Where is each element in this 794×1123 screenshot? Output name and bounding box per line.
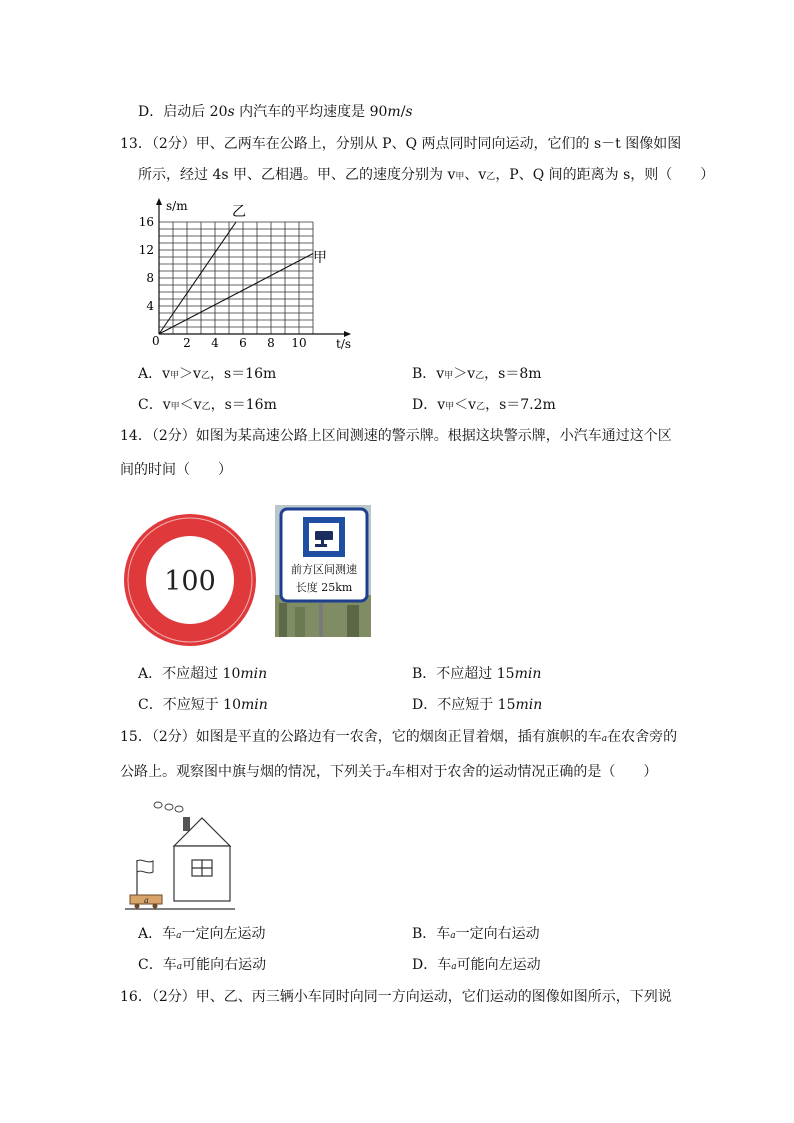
q13-line2-a: 所示，经过 4s 甲、乙相遇。甲、乙的速度分别为 v xyxy=(138,167,456,183)
opt-op: ＞v xyxy=(179,366,201,382)
y-axis-arrow xyxy=(156,198,162,205)
opt-op: ＜v xyxy=(454,397,477,413)
opt-sub-b: 乙 xyxy=(475,371,485,381)
sign-speed-value: 100 xyxy=(164,566,216,597)
opt-car: a xyxy=(450,931,456,941)
q12-d-m: m xyxy=(387,104,401,120)
opt-unit: min xyxy=(514,666,542,682)
q14-option-b xyxy=(412,663,541,685)
opt-car: a xyxy=(451,962,457,972)
opt-pre: B．车 xyxy=(412,926,451,942)
q13-line2-b: 、v xyxy=(464,167,487,183)
series-line-jia xyxy=(159,254,313,335)
opt-rest: ，s＝8m xyxy=(484,366,542,382)
opt-sub-a: 甲 xyxy=(170,402,180,412)
q15-stem-line2 xyxy=(120,761,657,785)
window-icon xyxy=(192,860,212,876)
opt-rest: ，s＝16m xyxy=(209,366,277,382)
q13-option-b xyxy=(412,363,542,387)
y-tick-label: 12 xyxy=(138,243,154,257)
interval-camera-sign-photo xyxy=(275,505,371,637)
opt-unit: min xyxy=(515,697,543,713)
q12-d-s: s xyxy=(227,104,235,120)
q15-line2-a: 公路上。观察图中旗与烟的情况，下列关于 xyxy=(120,764,386,780)
opt-post: 一定向左运动 xyxy=(181,926,266,942)
q12-d-s2: s xyxy=(405,104,413,120)
q14-stem-line1: 14．（2分）如图为某高速公路上区间测速的警示牌。根据这块警示牌，小汽车通过这个区 xyxy=(120,428,672,444)
q16-stem-line1: 16．（2分）甲、乙、丙三辆小车同时向同一方向运动，它们运动的图像如图所示，下列说 xyxy=(120,989,672,1005)
opt-unit: min xyxy=(240,666,268,682)
opt-text: A．不应超过 10 xyxy=(138,666,241,682)
opt-letter: A．v xyxy=(138,366,171,382)
q15-option-d xyxy=(412,954,541,978)
q13-stem-line2 xyxy=(138,164,714,188)
q15-option-c xyxy=(138,954,266,978)
opt-post: 可能向左运动 xyxy=(456,957,541,973)
opt-sub-a: 甲 xyxy=(444,371,454,381)
q15-stem-line1 xyxy=(120,726,677,750)
graph-ticks xyxy=(139,215,307,350)
opt-sub-b: 乙 xyxy=(476,402,486,412)
q15-line1-a: 15．（2分）如图是平直的公路边有一农舍，它的烟囱正冒着烟，插有旗帜的车 xyxy=(120,729,602,745)
line-jia-label: 甲 xyxy=(313,250,327,266)
speed-limit-sign xyxy=(122,512,258,648)
x-tick-label: 2 xyxy=(183,336,191,350)
cart-wheel-left xyxy=(135,904,140,909)
graph-axes xyxy=(156,198,351,337)
x-axis-label: t/s xyxy=(336,337,352,351)
camera-sign-text-2: 长度 25km xyxy=(295,581,353,594)
q12-d-slash: / xyxy=(400,104,406,120)
q15-line2-b: 车相对于农舍的运动情况正确的是（ ） xyxy=(391,764,658,780)
q13-st-graph xyxy=(130,195,360,355)
opt-sub-a: 甲 xyxy=(445,402,455,412)
opt-sub-b: 乙 xyxy=(200,371,210,381)
opt-car: a xyxy=(176,931,182,941)
graph-grid xyxy=(159,222,313,334)
x-tick-label: 4 xyxy=(211,336,219,350)
q13-option-c xyxy=(138,394,277,418)
x-tick-label: 6 xyxy=(239,336,247,350)
opt-letter: C．v xyxy=(138,397,171,413)
q13-sub-jia: 甲 xyxy=(455,172,465,182)
opt-letter: D．v xyxy=(412,397,446,413)
opt-text: D．不应短于 15 xyxy=(412,697,516,713)
q13-option-d xyxy=(412,394,556,418)
chimney xyxy=(183,817,190,831)
opt-pre: A．车 xyxy=(138,926,177,942)
x-tick-label: 10 xyxy=(291,336,307,350)
cart-label: a xyxy=(144,896,149,905)
opt-pre: D．车 xyxy=(412,957,452,973)
opt-car: a xyxy=(176,962,183,972)
house-and-cart-figure xyxy=(120,798,240,913)
q14-option-a xyxy=(138,663,267,685)
cart-wheel-right xyxy=(153,904,158,909)
q12-option-d xyxy=(138,101,413,123)
opt-sub-b: 乙 xyxy=(201,402,211,412)
q14-option-c xyxy=(138,694,268,716)
camera-sign-text-1: 前方区间测速 xyxy=(291,563,357,576)
opt-sub-a: 甲 xyxy=(170,371,180,381)
q12-d-mid: 内汽车的平均速度是 90 xyxy=(234,104,388,120)
opt-op: ＜v xyxy=(179,397,202,413)
q15-option-b xyxy=(412,923,540,947)
q15-line2-car: a xyxy=(386,769,392,779)
q12-d-prefix: D．启动后 20 xyxy=(138,104,228,120)
opt-text: C．不应短于 10 xyxy=(138,697,241,713)
opt-post: 可能向右运动 xyxy=(182,957,267,973)
q15-option-a xyxy=(138,923,266,947)
flag-icon xyxy=(137,860,153,873)
opt-rest: ，s＝7.2m xyxy=(485,397,556,413)
y-tick-label: 4 xyxy=(146,299,154,313)
opt-text: B．不应超过 15 xyxy=(412,666,515,682)
opt-rest: ，s＝16m xyxy=(210,397,277,413)
opt-post: 一定向右运动 xyxy=(455,926,540,942)
opt-pre: C．车 xyxy=(138,957,177,973)
y-tick-label: 16 xyxy=(138,215,154,229)
q15-line1-car: a xyxy=(601,734,608,744)
q13-option-a xyxy=(138,363,276,387)
opt-letter: B．v xyxy=(412,366,445,382)
q13-stem-line1: 13．（2分）甲、乙两车在公路上，分别从 P、Q 两点同时同向运动，它们的 s－t 图像如图 xyxy=(120,136,682,152)
q13-sub-yi: 乙 xyxy=(486,172,496,182)
y-tick-label: 8 xyxy=(146,271,154,285)
q15-line1-b: 在农舍旁的 xyxy=(607,729,678,745)
house-roof xyxy=(174,818,230,846)
opt-op: ＞v xyxy=(453,366,476,382)
q14-stem-line2: 间的时间（ ） xyxy=(120,462,232,478)
origin-label: 0 xyxy=(152,334,160,348)
q14-option-d xyxy=(412,694,542,716)
q13-line2-c: ，P、Q 间的距离为 s，则（ ） xyxy=(495,167,715,183)
x-tick-label: 8 xyxy=(267,336,275,350)
opt-unit: min xyxy=(240,697,268,713)
y-axis-label: s/m xyxy=(166,199,188,213)
smoke-icon xyxy=(154,802,183,812)
line-yi-label: 乙 xyxy=(232,204,246,220)
